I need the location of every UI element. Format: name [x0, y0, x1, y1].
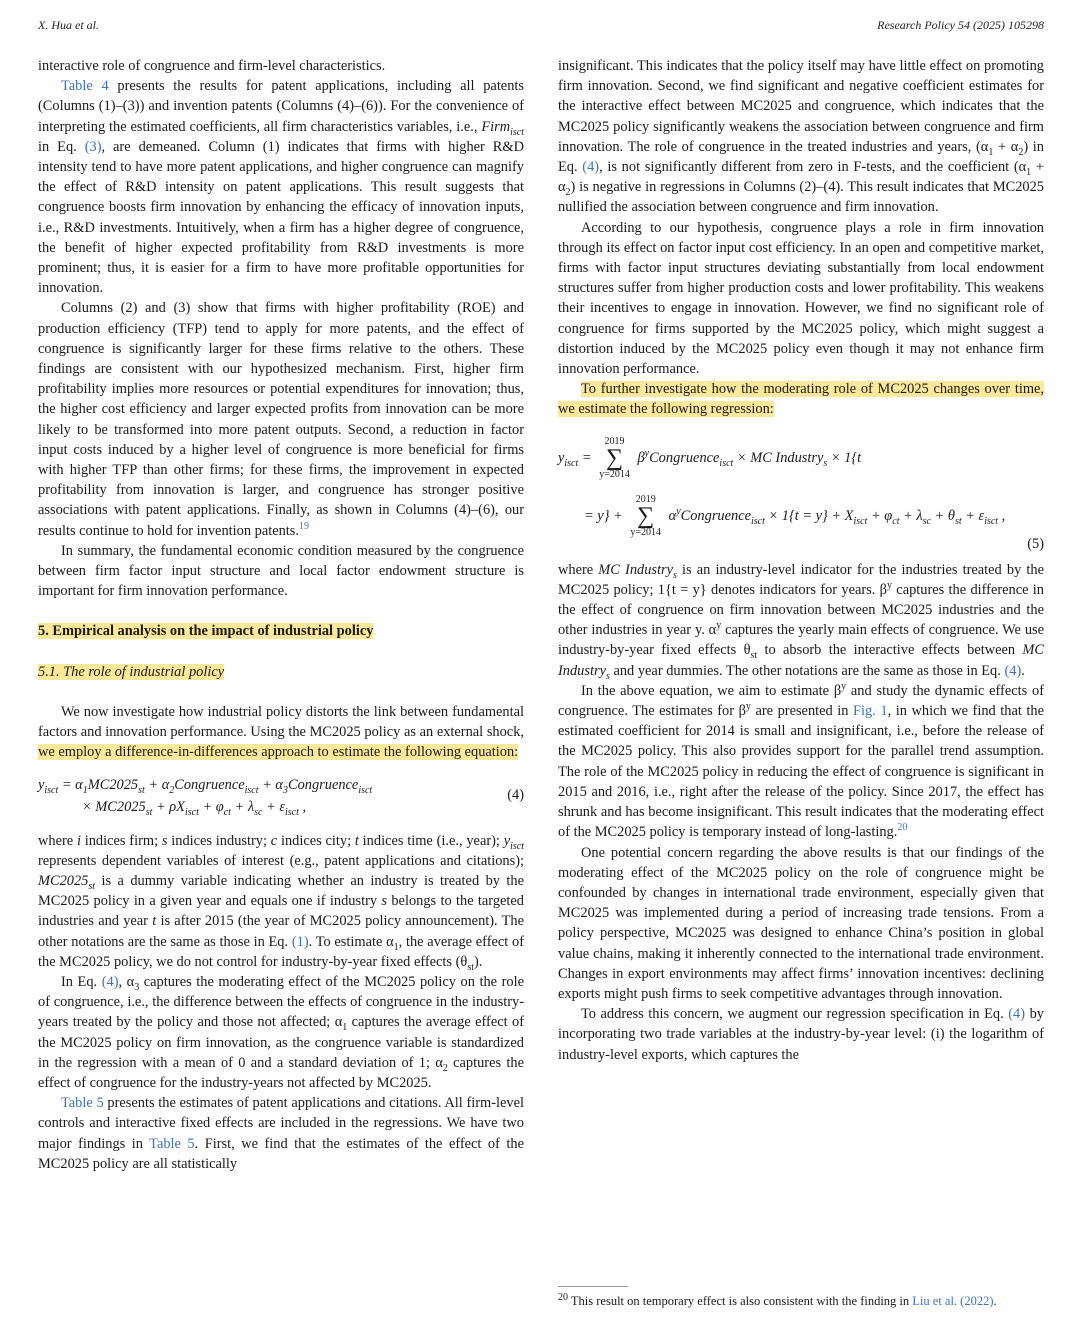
equation-number: (5): [1027, 535, 1044, 552]
paragraph: interactive role of congruence and firm-level characteristics.: [38, 58, 386, 74]
equation-link[interactable]: (4): [1004, 662, 1022, 679]
summation: 2019 ∑ y=2014: [599, 435, 630, 480]
equation-link[interactable]: (3): [84, 138, 102, 155]
equation-link[interactable]: (4): [1008, 1006, 1026, 1023]
paragraph: According to our hypothesis, congruence plays a role in firm innovation through its effect on factor input cost efficiency. In an open and competitive market, firms with factor input structures deviating substantially from local endowment structures suffer from higher production costs and lower profitability. This weakens their incentives to engage in innovation. However, we find no significant role of congruence for firms supported by the MC2025 policy, which might suggest a distortion induced by the MC2025 policy even though it may not enhance firm innovation performance.: [558, 219, 1044, 378]
table-link[interactable]: Table 5: [149, 1135, 195, 1152]
paragraph: To address this concern, we augment our regression specification in Eq. (4) by incorporating two trade variables at the industry-by-year level: (i) the logarithm of industry-level exports, which captures the: [558, 1006, 1044, 1063]
paragraph: To further investigate how the moderating role of MC2025 changes over time, we estimate the following regression:: [558, 381, 1044, 418]
paragraph: Table 5 presents the estimates of patent applications and citations. All firm-level controls and interactive fixed effects are included in the regressions. We have two major findings in Table 5. First, we find that the estimates of the effect of the MC2025 policy are all statistically: [38, 1095, 525, 1172]
equation-5-line2: = y} + 2019 ∑ y=2014 $\alpha^yCongruence_{isct} \times 1\{t = y\} + X_{isct} + \varphi_{ct} + \lambda_{sc} + \theta_{st} + \varepsilon_{isct}$ ,: [584, 493, 1006, 538]
footnote-area: [558, 1286, 1044, 1310]
paragraph: We now investigate how industrial policy distorts the link between fundamental factors and innovation performance. Using the MC2025 policy as an external shock, we employ a difference-in-differences approach to estimate the following equation:: [38, 703, 524, 761]
footnote-rule: [558, 1286, 628, 1287]
equation-4-line2: × $MC2025_{st} + \rho X_{isct} + \varphi_{ct} + \lambda_{sc} + \varepsilon_{isct}$ ,: [82, 798, 307, 818]
paragraph: In Eq. (4), $\alpha_3$ captures the moderating effect of the MC2025 policy on the role of congruence, i.e., the difference between the effects of congruence in the industry-years treated by the policy and those not affected; $\alpha_1$ captures the average effect of the MC2025 policy on firm innovation, as the congruence variable is standardized in the regression with a mean of 0 and a standard deviation of 1; $\alpha_2$ captures the effect of congruence for the industry-years not affected by MC2025.: [38, 973, 525, 1091]
paragraph: One potential concern regarding the above results is that our findings of the moderating effect of the MC2025 policy on the role of congruence might be confounded by changes in international trade environment, especially given that MC2025 was implemented during a period of increasing trade tensions. From a policy perspective, MC2025 was designed to enhance China’s position in global value chains, making it inherently connected to the international trade environment. Changes in export environments may affect firms’ innovation incentives: declining exports might push firms to seek competitive advantages through innovation.: [558, 844, 1044, 1002]
paragraph: where MC Industry$_s$ is an industry-level indicator for the industries treated by the MC2025 policy; 1{t = y} denotes indicators for years. $\beta^y$ captures the difference in the effect of congruence on firm innovation between MC2025 industries and the other industries in year y. $\alpha^y$ captures the yearly main effects of congruence. We use industry-by-year fixed effects $\theta_{st}$ to absorb the interactive effects between MC Industry$_s$ and year dummies. The other notations are the same as those in Eq. (4).: [558, 561, 1044, 682]
equation-4: [38, 775, 524, 819]
footnote-ref[interactable]: 20: [897, 822, 908, 834]
equation-4-line1: $y_{isct} = \alpha_1MC2025_{st}$ + $\alpha_2Congruence_{isct}$ + $\alpha_3Congruence_{isct}$: [38, 776, 373, 796]
table-link[interactable]: Table 4: [61, 78, 109, 95]
paragraph: In summary, the fundamental economic condition measured by the congruence between firm factor input structure and local factor endowment structure is important for firm innovation performance.: [38, 542, 524, 600]
subsection-heading: 5.1. The role of industrial policy: [38, 663, 225, 680]
running-header-journal: Research Policy 54 (2025) 105298: [877, 18, 1044, 32]
footnote: $^{20}$ This result on temporary effect is also consistent with the finding in Liu et al. (2022).: [558, 1291, 997, 1308]
left-column: [38, 56, 524, 1174]
right-column: [558, 56, 1044, 1065]
summation: 2019 ∑ y=2014: [630, 493, 662, 538]
paragraph: where i indices firm; s indices industry; c indices city; t indices time (i.e., year); $y_{isct}$ represents dependent variables of interest (e.g., patent applications and citations); $MC2025_{st}$ is a dummy variable indicating whether an industry is treated by the MC2025 policy in a given year and equals one if industry s belongs to the targeted industries and year t is after 2015 (the year of MC2025 policy announcement). The other notations are the same as those in Eq. (1). To estimate $\alpha_1$, the average effect of the MC2025 policy, we do not control for industry-by-year fixed effects $(\theta_{st})$.: [38, 832, 524, 973]
equation-link[interactable]: (4): [101, 973, 119, 990]
paragraph: Columns (2) and (3) show that firms with higher profitability (ROE) and production efficiency (TFP) tend to apply for more patents, and the effect of congruence is significantly larger for these firms relative to the others. These findings are consistent with our hypothesized mechanism. First, higher firm profitability implies more resources or potential expenditures for innovation; thus, the higher cost efficiency and larger expected profits from innovation can be more likely to be transformed into more patent outputs. Second, a reduction in factor input costs induced by a higher level of congruence is more beneficial for firms with higher TFP than other firms; for these firms, the improvement in expected profitability from innovation is larger, and congruence has stronger positive associations with patent applications. Finally, as shown in Columns (4)–(6), our results continue to hold for invention patents.$^{19}$: [38, 300, 524, 539]
paragraph: Table 4 presents the results for patent applications, including all patents (Columns (1)–(3)) and invention patents (Columns (4)–(6)). For the convenience of interpreting the estimated coefficients, all firm characteristics variables, i.e., Firm$_{isct}$ in Eq. (3), are demeaned. Column (1) indicates that firms with higher R&D intensity tend to have more patent applications, and higher congruence can magnify the effect of R&D intensity on patent applications. This result suggests that congruence boosts firm innovation by enhancing the efficacy of innovation inputs, i.e., R&D investments. Intuitively, when a firm has a higher degree of congruence, the benefit of higher expected profitability from R&D investments is more prominent; thus, it is easier for a firm to have more profitable opportunities for innovation.: [38, 78, 524, 297]
running-header-authors: X. Hua et al.: [38, 18, 99, 32]
citation-link[interactable]: Liu et al. (2022): [912, 1294, 994, 1308]
section-heading: 5. Empirical analysis on the impact of industrial policy: [38, 623, 374, 640]
equation-5: [558, 436, 1044, 552]
figure-link[interactable]: Fig. 1: [853, 703, 888, 720]
table-link[interactable]: Table 5: [61, 1095, 104, 1112]
paragraph: In the above equation, we aim to estimate $\beta^y$ and study the dynamic effects of congruence. The estimates for $\beta^y$ are presented in Fig. 1, in which we find that the estimated coefficient for 2014 is small and insignificant, i.e., before the release of the MC2025 policy. This also provides support for the parallel trend assumption. The role of the MC2025 policy in reducing the effect of congruence is significant in 2015 and 2016, i.e., right after the release of the policy. Since 2017, the effect has shrunk and has become insignificant. This result indicates that the moderating effect of the MC2025 policy is temporary instead of long-lasting.$^{20}$: [558, 681, 1044, 841]
equation-number: (4): [507, 786, 524, 803]
paragraph: insignificant. This indicates that the policy itself may have little effect on promoting firm innovation. Second, we find significant and negative coefficient estimates for the interactive effect between MC2025 and congruence, which indicates that the MC2025 policy significantly weakens the association between congruence and firm innovation. The role of congruence in the treated industries and years, $(\alpha_1 + \alpha_2)$ in Eq. (4), is not significantly different from zero in F-tests, and the coefficient $(\alpha_1 + \alpha_2)$ is negative in regressions in Columns (2)–(4). This result indicates that MC2025 nullified the association between congruence and firm innovation.: [558, 58, 1045, 216]
equation-5-line1: $y_{isct}$ = 2019 ∑ y=2014 $\beta^yCongruence_{isct}$ × MC Industry$_s$ × 1{t: [558, 435, 862, 480]
equation-link[interactable]: (4): [582, 159, 600, 176]
footnote-ref[interactable]: 19: [299, 520, 309, 532]
equation-link[interactable]: (1): [291, 933, 309, 950]
